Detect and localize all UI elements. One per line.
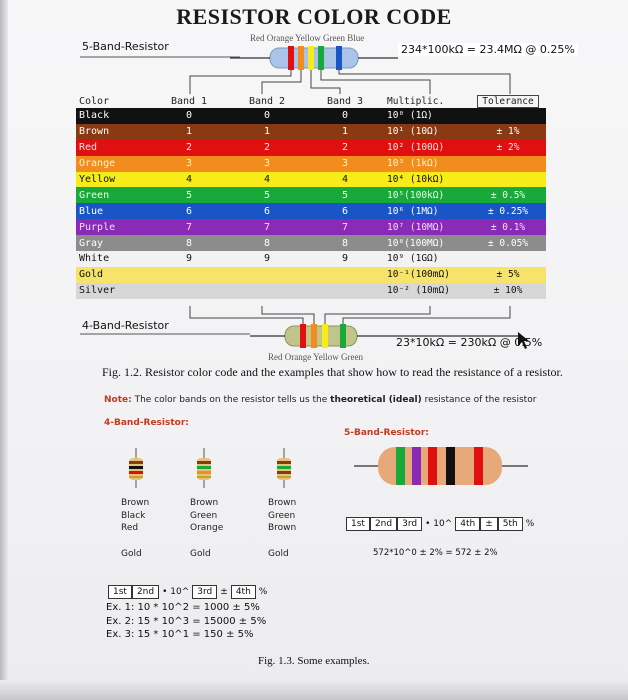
example-1-band-3: Red — [121, 523, 139, 533]
band-digit-cell: 9 — [263, 253, 271, 265]
four-band-resistor-graphic — [285, 324, 357, 348]
table-header-cell: Multiplic. — [387, 95, 445, 107]
formula4-band-2: 2nd — [132, 585, 159, 599]
band-digit-cell — [228, 283, 306, 299]
table-row-orange — [76, 156, 546, 172]
band-digit-cell: 6 — [263, 205, 271, 217]
band-digit-cell: 8 — [263, 237, 271, 249]
band-digit-cell: 2 — [341, 142, 349, 154]
example-2-band-1: Brown — [190, 498, 219, 508]
example-1-band-2: Black — [121, 510, 146, 521]
formula4-band-1: 1st — [108, 585, 132, 599]
multiplier-cell: 10⁹ (1GΩ) — [387, 253, 439, 265]
band-digit-cell: 2 — [185, 142, 193, 154]
band-digit-cell: 1 — [263, 126, 271, 138]
formula5-band-5: 5th — [498, 517, 523, 531]
example-3-band-2: Green — [268, 510, 296, 521]
color-name-cell: Red — [79, 142, 98, 154]
color-name-cell: Purple — [79, 221, 116, 233]
formula5-percent: % — [525, 519, 535, 529]
example-1-band-1: Brown — [121, 498, 150, 508]
band-digit-cell: 9 — [185, 253, 193, 265]
band-digit-cell: 3 — [185, 158, 193, 170]
band-digit-cell: 7 — [185, 221, 193, 233]
tolerance-cell: ± 0.25% — [487, 205, 529, 217]
color-name-cell: Gray — [79, 237, 104, 249]
table-row-silver — [76, 283, 546, 299]
example-3-tolerance: Gold — [268, 548, 289, 559]
table-header-cell: Color — [79, 95, 110, 107]
tolerance-cell: ± 0.5% — [490, 189, 526, 201]
multiplier-cell: 10⁴ (10kΩ) — [387, 174, 445, 185]
table-row-yellow — [76, 172, 546, 188]
example-2-band-2: Green — [190, 510, 218, 521]
example-1-bands — [121, 497, 149, 560]
multiplier-cell: 10⁻² (10mΩ) — [387, 285, 450, 297]
table-row-gold — [76, 267, 546, 283]
tolerance-cell: ± 2% — [496, 142, 520, 154]
table-header-cell — [470, 94, 546, 108]
table-row-green — [76, 187, 546, 203]
band-digit-cell — [150, 283, 228, 299]
formula5-band-2: 2nd — [370, 517, 397, 531]
band-digit-cell: 9 — [341, 253, 349, 265]
band-digit-cell — [228, 267, 306, 283]
table-row-white — [76, 251, 546, 267]
color-name-cell: Silver — [79, 285, 116, 297]
formula5-band-3: 3rd — [397, 517, 422, 531]
multiplier-cell: 10⁻¹(100mΩ) — [387, 269, 450, 281]
tolerance-cell: ± 0.1% — [490, 221, 526, 233]
band-digit-cell — [150, 267, 228, 283]
color-name-cell: Brown — [79, 126, 110, 138]
examples-list — [106, 601, 266, 642]
table-row-blue — [76, 203, 546, 219]
multiplier-cell: 10⁷ (10MΩ) — [387, 221, 445, 233]
example-resistor-3 — [277, 448, 291, 488]
color-name-cell: Green — [79, 189, 110, 201]
example-3-band-3: Brown — [268, 523, 297, 533]
formula5-band-4: 4th — [455, 517, 480, 531]
note-text — [104, 395, 536, 405]
color-name-cell: White — [79, 253, 110, 265]
table-row-brown — [76, 124, 546, 140]
five-band-label: 5-Band-Resistor — [82, 40, 169, 53]
formula4-percent: % — [258, 587, 268, 597]
five-band-formula — [346, 517, 537, 531]
example-2-band-3: Orange — [190, 523, 224, 533]
four-band-formula — [108, 585, 270, 599]
tolerance-cell: ± 10% — [493, 285, 523, 297]
tolerance-cell — [470, 251, 546, 267]
band-digit-cell: 3 — [263, 158, 271, 170]
band-digit-cell: 8 — [185, 237, 193, 249]
tolerance-cell — [470, 156, 546, 172]
five-band-colors-caption: Red Orange Yellow Green Blue — [250, 33, 365, 43]
band-digit-cell: 0 — [185, 110, 193, 122]
formula5-band-1: 1st — [346, 517, 370, 531]
table-header-cell: Band 1 — [170, 95, 208, 107]
table-row-purple — [76, 219, 546, 235]
four-band-colors-caption: Red Orange Yellow Green — [268, 352, 363, 362]
multiplier-cell: 10⁸(100MΩ) — [387, 237, 445, 249]
band-digit-cell: 7 — [341, 221, 349, 233]
color-name-cell: Black — [79, 110, 110, 122]
band-digit-cell: 6 — [341, 205, 349, 217]
band-digit-cell: 1 — [185, 126, 193, 138]
band-digit-cell: 1 — [341, 126, 349, 138]
four-band-heading: 4-Band-Resistor: — [104, 418, 189, 428]
band-digit-cell: 6 — [185, 205, 193, 217]
example-2-bands — [190, 497, 223, 560]
band-digit-cell: 4 — [341, 174, 349, 185]
table-header-cell: Band 2 — [248, 95, 286, 107]
table-row-red — [76, 140, 546, 156]
multiplier-cell: 10² (100Ω) — [387, 142, 445, 154]
formula5-plusminus: ± — [480, 517, 498, 531]
page-title: RESISTOR COLOR CODE — [176, 4, 452, 29]
example-3-bands — [268, 497, 296, 560]
table-header-row — [76, 94, 546, 108]
band-digit-cell: 4 — [263, 174, 271, 185]
figure-1-3-caption: Fig. 1.3. Some examples. — [258, 655, 370, 667]
note-suffix: resistance of the resistor — [421, 395, 537, 405]
example-3-band-1: Brown — [268, 498, 297, 508]
tolerance-cell: ± 0.05% — [487, 237, 529, 249]
four-band-label: 4-Band-Resistor — [82, 319, 169, 332]
band-digit-cell: 2 — [263, 142, 271, 154]
band-digit-cell: 5 — [263, 189, 271, 201]
color-name-cell: Gold — [79, 269, 104, 281]
formula5-times: • 10^ — [425, 519, 453, 529]
example-line-3: Ex. 3: 15 * 10^1 = 150 ± 5% — [106, 629, 254, 640]
band-digit-cell: 3 — [341, 158, 349, 170]
table-row-gray — [76, 235, 546, 251]
example-1-tolerance: Gold — [121, 548, 142, 559]
five-band-equation: 234*100kΩ = 23.4MΩ @ 0.25% — [398, 43, 578, 56]
band-digit-cell: 5 — [341, 189, 349, 201]
formula4-band-4: 4th — [231, 585, 256, 599]
formula4-times: • 10^ — [162, 587, 190, 597]
five-band-result: 572*10^0 ± 2% = 572 ± 2% — [373, 548, 498, 558]
band-digit-cell: 5 — [185, 189, 193, 201]
multiplier-cell: 10⁰ (1Ω) — [387, 110, 433, 122]
formula4-plusminus: ± — [220, 587, 228, 597]
band-digit-cell — [306, 267, 384, 283]
example-resistor-2 — [197, 448, 211, 488]
tolerance-cell: ± 1% — [496, 126, 520, 138]
multiplier-cell: 10¹ (10Ω) — [387, 126, 439, 138]
tolerance-cell — [470, 108, 546, 124]
color-name-cell: Orange — [79, 158, 116, 170]
table-row-black — [76, 108, 546, 124]
color-name-cell: Blue — [79, 205, 104, 217]
tolerance-header-box: Tolerance — [477, 95, 538, 108]
figure-1-2-caption: Fig. 1.2. Resistor color code and the examples that show how to read the resistance of a resistor. — [102, 365, 563, 379]
band-digit-cell: 8 — [341, 237, 349, 249]
five-band-heading: 5-Band-Resistor: — [344, 428, 429, 438]
table-header-cell: Band 3 — [326, 95, 364, 107]
band-digit-cell: 0 — [263, 110, 271, 122]
tolerance-cell — [470, 172, 546, 188]
band-digit-cell: 4 — [185, 174, 193, 185]
note-body: The color bands on the resistor tells us the — [131, 395, 331, 405]
four-band-equation: 23*10kΩ = 230kΩ @ 0.5% — [396, 336, 543, 349]
band-digit-cell — [306, 283, 384, 299]
band-digit-cell: 0 — [341, 110, 349, 122]
example-line-2: Ex. 2: 15 * 10^3 = 15000 ± 5% — [106, 615, 267, 627]
multiplier-cell: 10⁶ (1MΩ) — [387, 205, 439, 217]
note-bold: theoretical (ideal) — [330, 395, 422, 405]
multiplier-cell: 10⁵(100kΩ) — [387, 189, 445, 201]
color-name-cell: Yellow — [79, 174, 116, 185]
band-digit-cell: 7 — [263, 221, 271, 233]
tolerance-cell: ± 5% — [496, 269, 520, 281]
color-code-table — [76, 94, 546, 299]
example-resistor-1 — [129, 448, 143, 488]
example-2-tolerance: Gold — [190, 548, 211, 559]
formula4-band-3: 3rd — [192, 585, 217, 599]
example-line-1: Ex. 1: 10 * 10^2 = 1000 ± 5% — [106, 602, 260, 613]
note-prefix: Note: — [104, 395, 132, 405]
five-band-resistor-graphic — [270, 46, 358, 70]
multiplier-cell: 10³ (1kΩ) — [387, 158, 439, 170]
five-band-example-resistor — [354, 447, 528, 485]
